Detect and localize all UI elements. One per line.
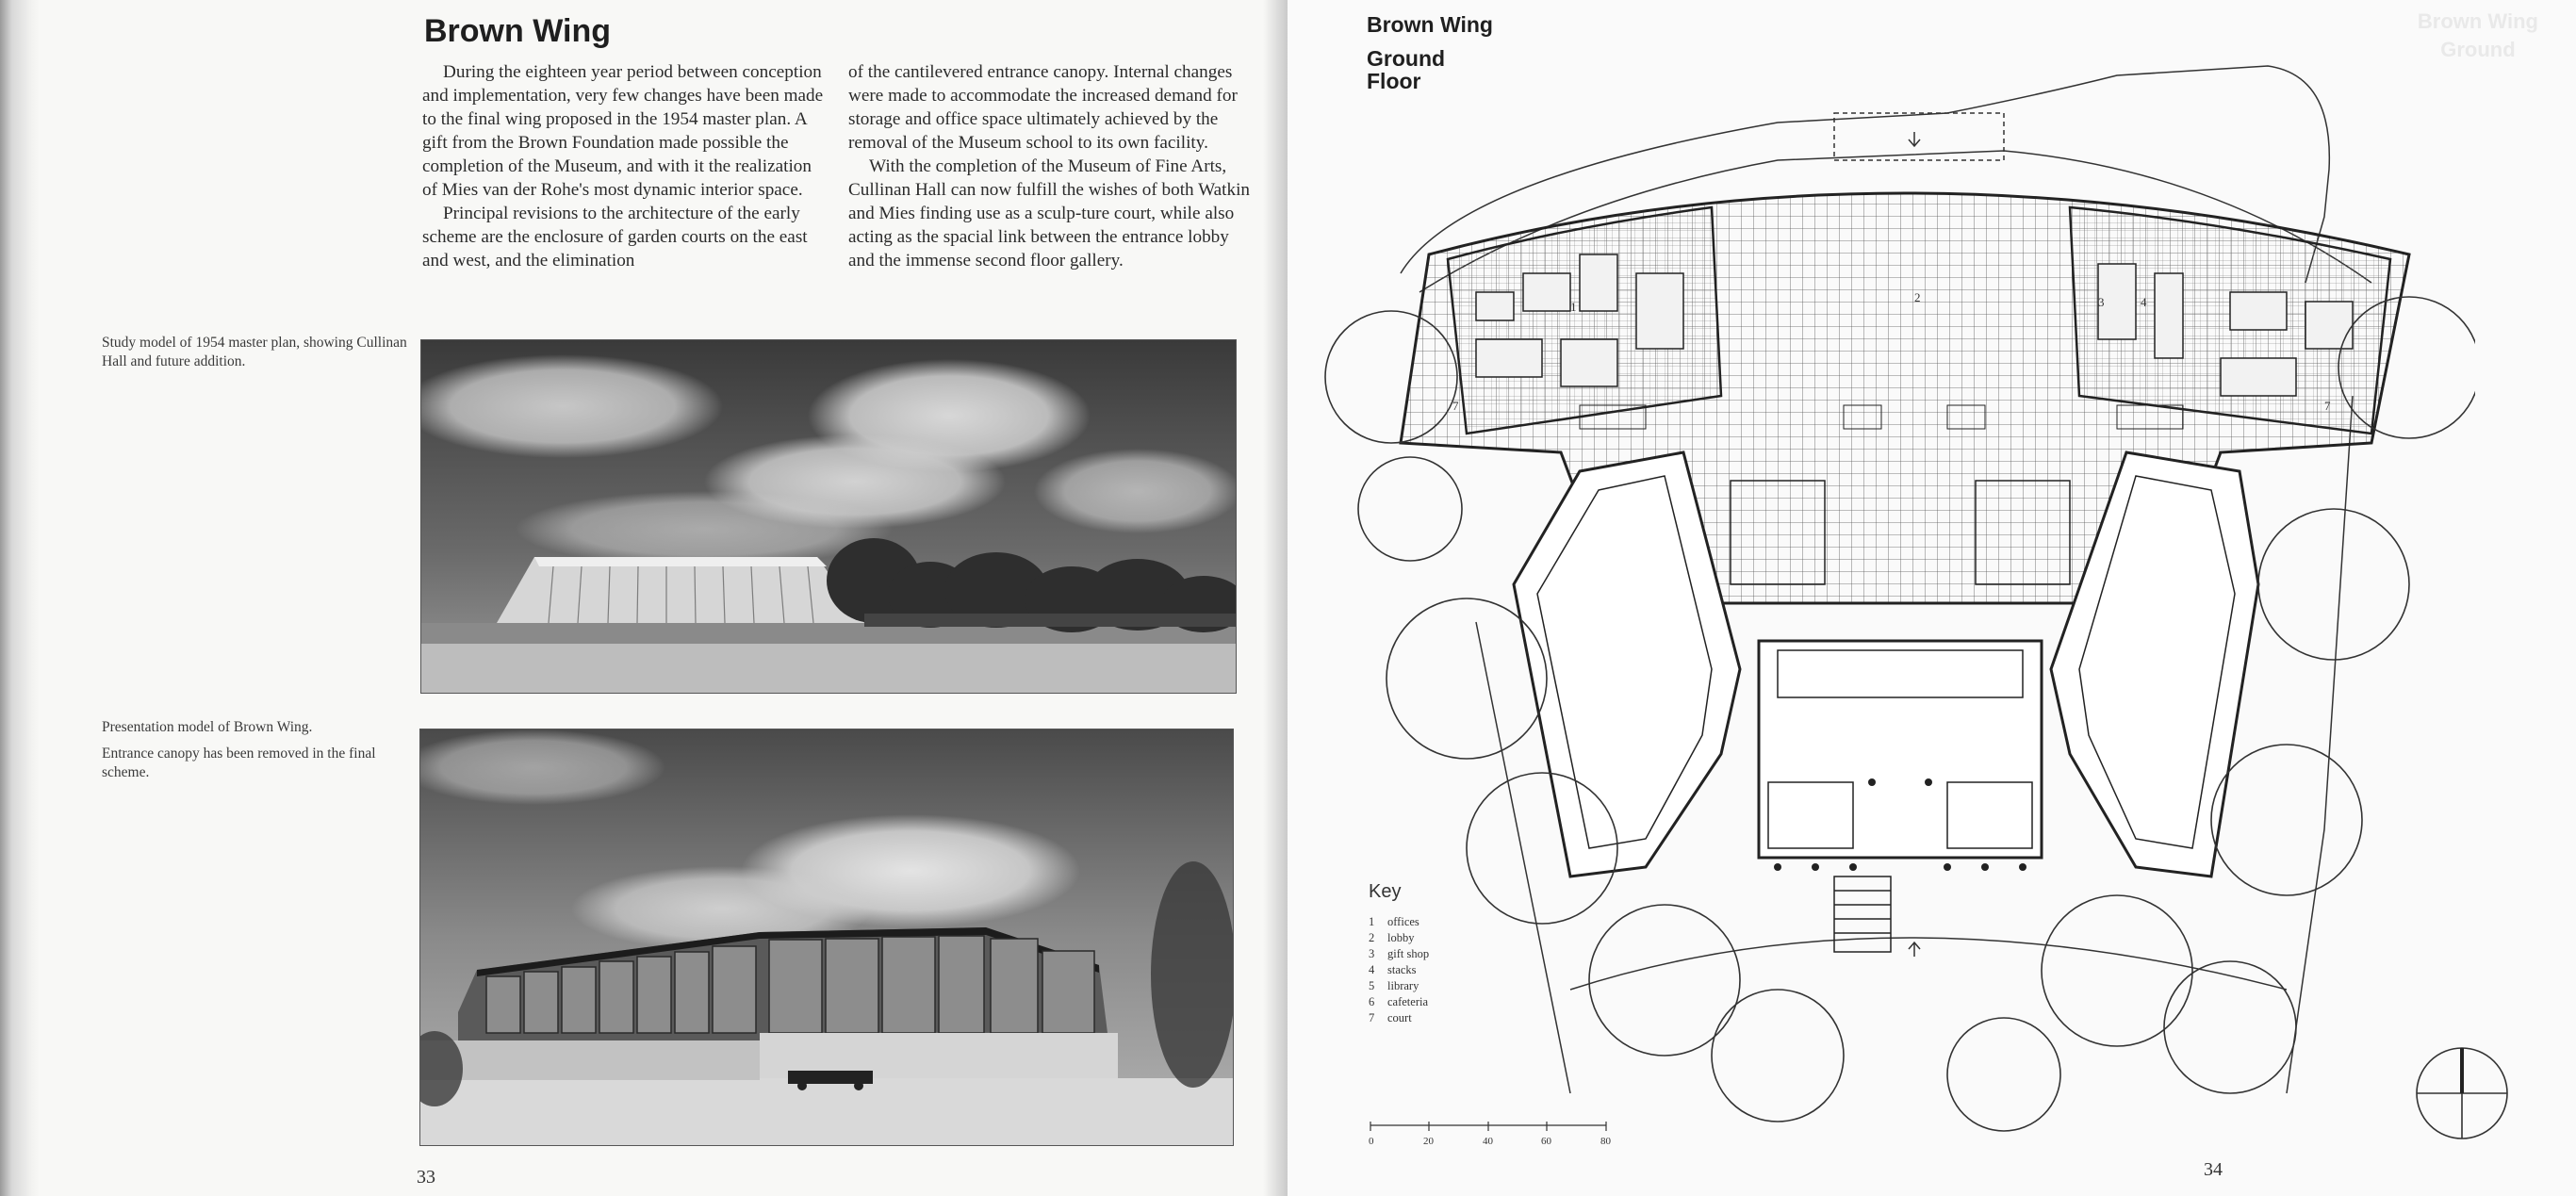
binding-edge [0, 0, 40, 1196]
scale-tick-label: 20 [1423, 1136, 1434, 1147]
key-item: 2 lobby [1369, 931, 1415, 944]
study-model-photo [420, 339, 1237, 694]
left-page-title: Brown Wing [424, 13, 611, 49]
scale-bar [1369, 1122, 1623, 1150]
page-number-left: 33 [417, 1167, 435, 1188]
plan-label: 3 [2098, 295, 2105, 309]
key-item: 1 offices [1369, 915, 1419, 928]
key-item: 6 cafeteria [1369, 995, 1429, 1008]
key-title: Key [1369, 881, 1402, 902]
key-item: 5 library [1369, 979, 1419, 992]
page-number-right: 34 [2204, 1159, 2223, 1180]
paragraph: With the completion of the Museum of Fine Arts, Cullinan Hall can now fulfill the wishes of both Watkin and Mies finding use as a sculp-ture court, while also acting as the spacial link between the entrance lobby and the immense second floor gallery. [848, 156, 1251, 270]
plan-label: 1 [1570, 300, 1577, 314]
plan-key [1369, 881, 1557, 1026]
plan-label: 4 [2141, 295, 2147, 309]
key-item: 4 stacks [1369, 963, 1417, 976]
plan-title: Brown Wing [1367, 12, 1493, 37]
key-item: 3 gift shop [1369, 947, 1430, 960]
key-item: 7 court [1369, 1011, 1412, 1024]
scale-tick-label: 40 [1483, 1136, 1493, 1147]
plan-label: 7 [1452, 399, 1459, 413]
presentation-model-photo [419, 729, 1234, 1146]
north-arrow-icon [2413, 1044, 2511, 1142]
caption-study-model: Study model of 1954 master plan, showing Cullinan Hall and future addition. [102, 335, 407, 369]
show-through-text: Brown Wing Ground [2417, 9, 2538, 61]
paragraph: of the cantilevered entrance canopy. Internal changes were made to accommodate the increased demand for storage and office space ultimately achieved by the removal of the Museum school to its own facility. [848, 62, 1238, 153]
plan-subtitle: Ground Floor [1367, 46, 1446, 93]
plan-label: 2 [1914, 290, 1921, 304]
plan-label: 7 [2324, 399, 2331, 413]
caption-presentation-model: Presentation model of Brown Wing. Entrance canopy has been removed in the final scheme. [102, 719, 376, 780]
scale-tick-label: 60 [1541, 1136, 1551, 1147]
scale-tick-label: 80 [1600, 1136, 1611, 1147]
paragraph: During the eighteen year period between conception and implementation, very few changes have been made to the final wing proposed in the 1954 master plan. A gift from the Brown Foundation made possible the completion of the Museum, and with it the realization of Mies van der Rohe's most dynamic interior space. [422, 62, 824, 200]
text-column-2 [848, 60, 1255, 272]
scale-tick-label: 0 [1369, 1136, 1374, 1147]
paragraph: Principal revisions to the architecture of the early scheme are the enclosure of garden courts on the east and west, and the elimination [422, 204, 808, 270]
text-column-1 [422, 60, 828, 272]
